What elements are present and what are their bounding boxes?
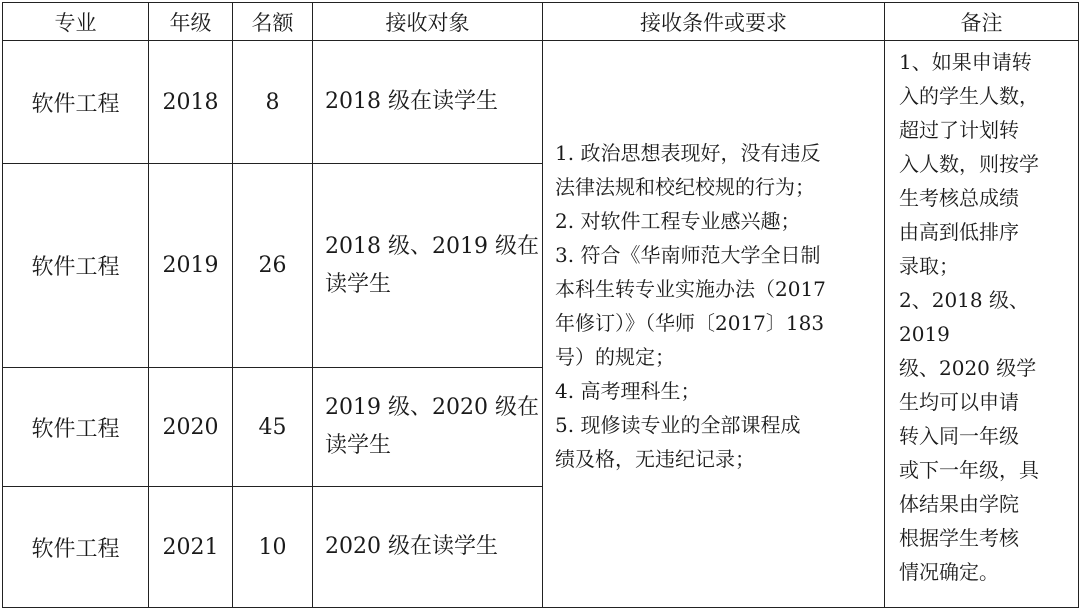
condition-line: 4. 高考理科生； xyxy=(555,379,701,403)
note-line: 转入同一年级 xyxy=(899,424,1019,448)
header-notes: 备注 xyxy=(885,3,1079,41)
cell-conditions xyxy=(543,41,885,608)
cell-major: 软件工程 xyxy=(3,368,149,487)
table-row xyxy=(3,41,1079,164)
cell-quota: 8 xyxy=(233,41,313,164)
note-line: 1、如果申请转 xyxy=(899,50,1032,74)
header-quota: 名额 xyxy=(233,3,313,41)
condition-line: 5. 现修读专业的全部课程成 xyxy=(555,413,801,437)
cell-target xyxy=(313,41,543,164)
note-line: 超过了计划转 xyxy=(899,118,1019,142)
condition-line: 绩及格，无违纪记录； xyxy=(555,447,755,471)
note-line: 入人数，则按学 xyxy=(899,152,1039,176)
condition-line: 3. 符合《华南师范大学全日制 xyxy=(555,243,821,267)
header-major: 专业 xyxy=(3,3,149,41)
cell-grade: 2021 xyxy=(149,487,233,608)
target-line: 2018 级、2019 级在 xyxy=(325,233,539,259)
cell-target xyxy=(313,487,543,608)
note-line: 情况确定。 xyxy=(899,560,999,584)
note-line: 体结果由学院 xyxy=(899,492,1019,516)
cell-major: 软件工程 xyxy=(3,41,149,164)
condition-line: 1. 政治思想表现好，没有违反 xyxy=(555,141,821,165)
cell-major: 软件工程 xyxy=(3,164,149,368)
target-line: 2019 级、2020 级在 xyxy=(325,395,539,420)
note-line: 2、2018 级、2019 xyxy=(899,288,1029,346)
cell-target xyxy=(313,164,543,368)
header-target: 接收对象 xyxy=(313,3,543,41)
cell-notes xyxy=(885,41,1079,608)
cell-quota: 26 xyxy=(233,164,313,368)
header-grade: 年级 xyxy=(149,3,233,41)
cell-major: 软件工程 xyxy=(3,487,149,608)
note-line: 入的学生人数， xyxy=(899,84,1039,108)
cell-target xyxy=(313,368,543,487)
cell-quota: 10 xyxy=(233,487,313,608)
condition-line: 本科生转专业实施办法（2017 xyxy=(555,277,826,301)
target-line: 读学生 xyxy=(325,433,392,458)
condition-line: 法律法规和校纪校规的行为； xyxy=(555,175,815,199)
note-line: 由高到低排序 xyxy=(899,220,1019,244)
note-line: 录取； xyxy=(899,254,959,278)
cell-grade: 2018 xyxy=(149,41,233,164)
note-line: 或下一年级，具 xyxy=(899,458,1039,482)
target-line: 读学生 xyxy=(325,271,392,297)
note-line: 级、2020 级学 xyxy=(899,356,1037,380)
condition-line: 2. 对软件工程专业感兴趣； xyxy=(555,209,801,233)
header-row xyxy=(3,3,1079,41)
note-line: 生均可以申请 xyxy=(899,390,1019,414)
target-line: 2018 级在读学生 xyxy=(325,89,498,114)
header-conditions: 接收条件或要求 xyxy=(543,3,885,41)
target-line: 2020 级在读学生 xyxy=(325,534,498,559)
note-line: 生考核总成绩 xyxy=(899,186,1019,210)
condition-line: 年修订）》（华师〔2017〕183 xyxy=(555,311,825,335)
cell-grade: 2019 xyxy=(149,164,233,368)
transfer-quota-table xyxy=(2,2,1079,608)
condition-line: 号）的规定； xyxy=(555,345,675,369)
note-line: 根据学生考核 xyxy=(899,526,1019,550)
cell-grade: 2020 xyxy=(149,368,233,487)
cell-quota: 45 xyxy=(233,368,313,487)
